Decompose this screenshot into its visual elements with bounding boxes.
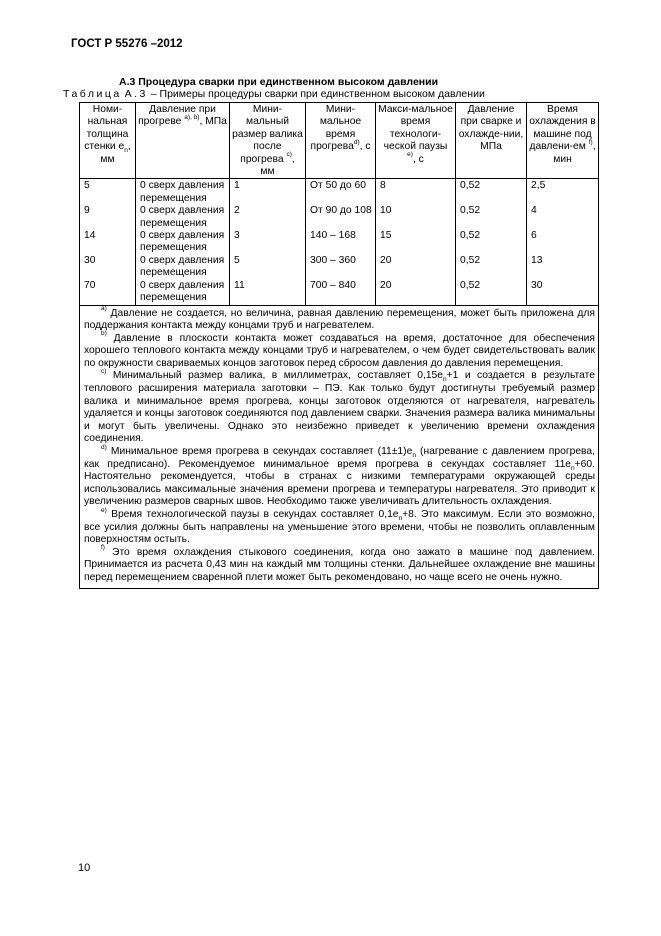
footnote-c: $^{c)}$ Минимальный размер валика, в миллиметрах, составляет $0,15e_n+1$ и создается в результате теплового расширения материала заготовки – ПЭ. Как только будут достигнуты требуемый размер валика и минимальное время прогрева, концы заготовок отделяются от нагревателя, нагреватель удаляется и концы заготовок соединяются под давлением сварки. Значения размера валика минимальны и могут быть увеличены. Однако это неизбежно приведет к увеличению времени охлаждения соединения. — [84, 368, 595, 445]
table-caption-text: – Примеры процедуры сварки при единственном высоком давлении — [147, 88, 485, 100]
table-cell: 0 сверх давления перемещения — [136, 255, 230, 280]
table-cell: 13 — [527, 255, 599, 280]
table-row — [80, 179, 599, 205]
table-cell: 4 — [527, 205, 599, 230]
header-cooling-time: Время охлаждения в машине под давлени-ем $^{f)}$, мин — [527, 103, 599, 179]
header-preheat-time: Мини-мальное время прогрева$^{d)}$, с — [306, 103, 376, 179]
page-number: 10 — [78, 862, 91, 874]
footnote-b: $^{b)}$ Давление в плоскости контакта может создаваться на время, достаточное для обеспечения хорошего теплового контакта между концами труб и нагревателем, о чем будет свидетельствовать валик по окружности свариваемых концов заготовок перед сбросом давления до давления перемещения. — [84, 330, 595, 369]
table-cell: 9 — [80, 205, 136, 230]
table-cell: 700 – 840 — [306, 280, 376, 305]
table-cell: 20 — [376, 280, 456, 305]
section-title: А.3 Процедура сварки при единственном высоком давлении — [119, 76, 439, 88]
header-preheat-pressure: Давление при прогреве $^{a), b)}$, МПа — [136, 103, 230, 179]
table-cell: 0 сверх давления перемещения — [136, 179, 230, 205]
table-cell: 0 сверх давления перемещения — [136, 205, 230, 230]
table-row — [80, 255, 599, 280]
table-row — [80, 205, 599, 230]
footnote-f: $^{f)}$ Это время охлаждения стыкового соединения, когда оно зажато в машине под давлением. Принимается из расчета 0,43 мин на каждый мм толщины стенки. Дальнейшее охлаждение вне машины перед перемещением сваренной плети может быть рекомендовано, но чаще всего не очень нужно. — [84, 544, 595, 583]
header-wall-thickness: Номи-нальная толщина стенки $e_n$, мм — [80, 103, 136, 179]
table-cell: 11 — [230, 280, 306, 305]
table-row — [80, 280, 599, 305]
header-pause-time: Макси-мальное время технологи-ческой паузы $^{e)}$, с — [376, 103, 456, 179]
table-cell: 15 — [376, 230, 456, 255]
table-cell: 0 сверх давления перемещения — [136, 280, 230, 305]
table-cell: 3 — [230, 230, 306, 255]
table-cell: От 90 до 108 — [306, 205, 376, 230]
table-cell: 14 — [80, 230, 136, 255]
table-caption-label: Таблица — [63, 88, 122, 100]
table-cell: 0,52 — [456, 179, 527, 205]
table-cell: 300 – 360 — [306, 255, 376, 280]
table-cell: 30 — [80, 255, 136, 280]
table-cell: 2 — [230, 205, 306, 230]
table-cell: 0,52 — [456, 230, 527, 255]
footnote-d: $^{d)}$ Минимальное время прогрева в секундах составляет $(11\pm 1)e_n$ (нагревание с давлением прогрева, как предписано). Рекомендуемое минимальное время прогрева в секундах составляет $11e_n+60$. Настоятельно рекомендуется, чтобы в странах с низкими температурами окружающей среды использовались максимальные значения времени прогрева и температуры нагревателя. Это приводит к увеличению размеров сварных швов. Необходимо также увеличивать длительность охлаждения. — [84, 443, 595, 508]
table-cell: 0 сверх давления перемещения — [136, 230, 230, 255]
table-cell: 8 — [376, 179, 456, 205]
table-cell: 0,52 — [456, 255, 527, 280]
footnote-e: $^{e)}$ Время технологической паузы в секундах составляет $0,1e_n+8$. Это максимум. Если это возможно, все усилия должны быть направлены на уменьшение этого времени, чтобы не позволить оплавленным поверхностям остыть. — [84, 506, 596, 546]
table-cell: 20 — [376, 255, 456, 280]
header-bead-size: Мини-мальный размер валика после прогрева $^{c)}$, мм — [230, 103, 306, 179]
table-cell: 1 — [230, 179, 306, 205]
table-cell: От 50 до 60 — [306, 179, 376, 205]
table-cell: 0,52 — [456, 280, 527, 305]
document-header: ГОСТ Р 55276 –2012 — [71, 38, 183, 50]
table-cell: 2,5 — [527, 179, 599, 205]
table-cell: 6 — [527, 230, 599, 255]
table-cell: 10 — [376, 205, 456, 230]
table-cell: 70 — [80, 280, 136, 305]
table-cell: 140 – 168 — [306, 230, 376, 255]
table-notes-row — [80, 305, 599, 588]
table-caption-number: А.3 — [124, 88, 148, 100]
table-cell: 5 — [230, 255, 306, 280]
table-cell: 5 — [80, 179, 136, 205]
table-cell: 0,52 — [456, 205, 527, 230]
header-welding-pressure: Давление при сварке и охлажде-нии, МПа — [456, 103, 527, 179]
footnote-a: $^{a)}$ Давление не создается, но величина, равная давлению перемещения, может быть приложена для поддержания контакта между концами труб и нагревателем. — [84, 305, 595, 332]
table-header-row — [80, 103, 599, 179]
table-row — [80, 230, 599, 255]
welding-procedure-table — [79, 102, 599, 589]
table-caption — [63, 88, 485, 100]
table-cell: 30 — [527, 280, 599, 305]
table-notes — [80, 305, 599, 588]
